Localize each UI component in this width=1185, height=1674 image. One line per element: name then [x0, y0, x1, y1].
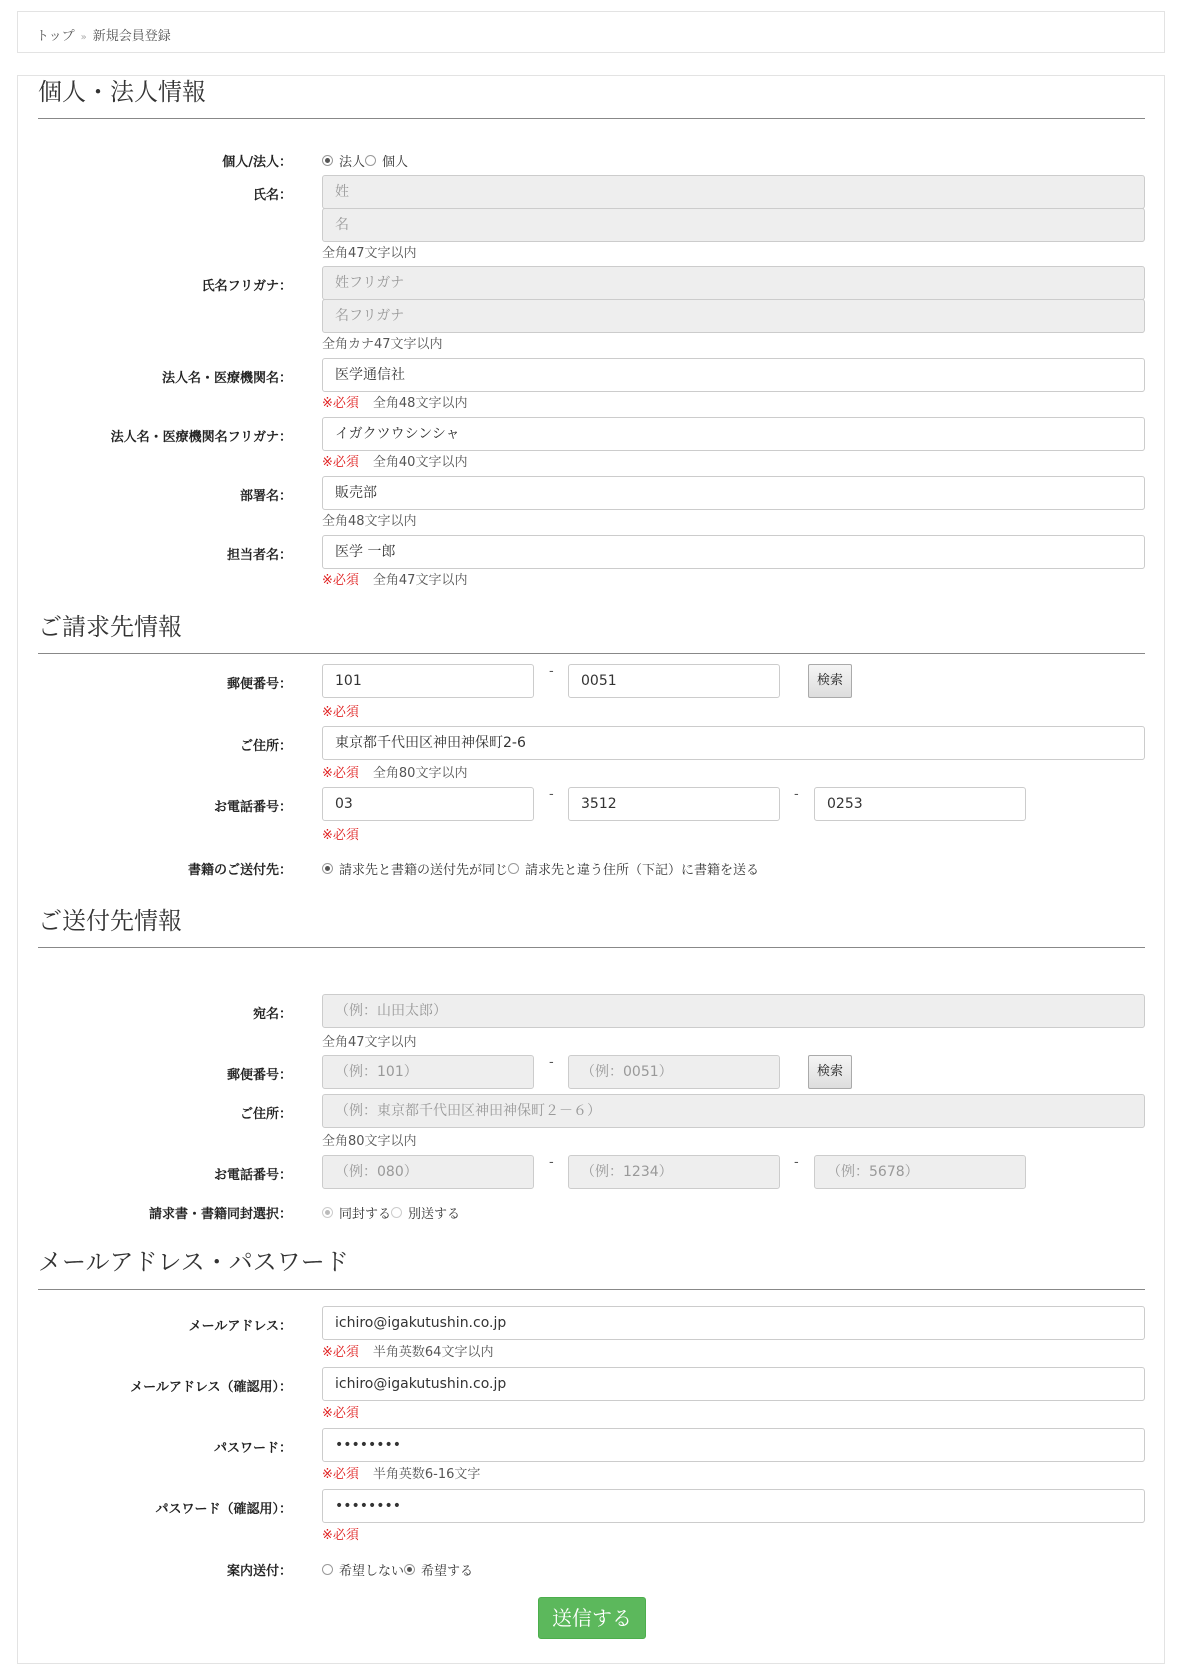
required-mark: ※必須 [322, 396, 359, 411]
section-title-personal: 個人・法人情報 [38, 78, 206, 106]
radio-guide-no[interactable] [322, 1564, 333, 1575]
corp-help-text: 全角48文字以内 [372, 396, 468, 411]
billing-tel1-input[interactable]: 03 [322, 787, 534, 821]
ship-addr-input[interactable]: （例：東京都千代田区神田神保町２－６） [322, 1094, 1145, 1128]
email-help [322, 1341, 493, 1360]
billing-tel2-input[interactable]: 3512 [568, 787, 780, 821]
enclose-label: 請求書・書籍同封選択： [148, 1207, 292, 1222]
radio-guide-no-label[interactable]: 希望しない [339, 1564, 405, 1579]
radio-guide-yes-label[interactable]: 希望する [421, 1564, 474, 1579]
last-name-kana-input[interactable]: 姓フリガナ [322, 266, 1145, 300]
radio-individual[interactable] [365, 155, 376, 166]
person-help-text: 全角47文字以内 [372, 573, 468, 588]
billing-tel-help [322, 824, 373, 843]
section-divider [38, 118, 1145, 119]
required-mark: ※必須 [322, 828, 359, 843]
section-title-shipping: ご送付先情報 [38, 907, 182, 935]
radio-corporate[interactable] [322, 155, 333, 166]
radio-dest-other[interactable] [508, 863, 519, 874]
breadcrumb-separator: » [80, 32, 87, 43]
enclose-radio-group [322, 1203, 460, 1222]
dash: - [549, 1155, 554, 1170]
radio-separate[interactable] [391, 1207, 402, 1218]
radio-separate-label[interactable]: 別送する [408, 1207, 461, 1222]
ship-zip-search-button[interactable]: 検索 [808, 1055, 852, 1089]
password-label: パスワード： [213, 1441, 292, 1456]
billing-zip-help [322, 701, 373, 720]
billing-zip-search-button[interactable]: 検索 [808, 664, 852, 698]
billing-addr-label: ご住所： [239, 739, 292, 754]
billing-tel-label: お電話番号： [213, 800, 292, 815]
last-name-input[interactable]: 姓 [322, 175, 1145, 209]
ship-addr-label: ご住所： [239, 1107, 292, 1122]
corp-kana-label: 法人名・医療機関名フリガナ： [110, 430, 292, 445]
first-name-kana-input[interactable]: 名フリガナ [322, 299, 1145, 333]
submit-button[interactable]: 送信する [538, 1597, 646, 1639]
section-title-billing: ご請求先情報 [38, 613, 182, 641]
password-confirm-help [322, 1524, 373, 1543]
ship-addr-help: 全角80文字以内 [322, 1134, 417, 1149]
breadcrumb-current: 新規会員登録 [92, 29, 171, 44]
dept-label: 部署名： [239, 489, 292, 504]
dash: - [794, 787, 799, 802]
dest-radio-group [322, 859, 759, 878]
section-title-account: メールアドレス・パスワード [38, 1248, 349, 1276]
ship-tel3-input[interactable]: （例：5678） [814, 1155, 1026, 1189]
radio-enclose[interactable] [322, 1207, 333, 1218]
required-mark: ※必須 [322, 766, 359, 781]
section-divider [38, 947, 1145, 948]
ship-name-input[interactable]: （例：山田太郎） [322, 994, 1145, 1028]
billing-zip2-input[interactable]: 0051 [568, 664, 780, 698]
ship-zip2-input[interactable]: （例：0051） [568, 1055, 780, 1089]
corp-kana-input[interactable]: イガクツウシンシャ [322, 417, 1145, 451]
section-divider [38, 653, 1145, 654]
ship-zip1-input[interactable]: （例：101） [322, 1055, 534, 1089]
person-input[interactable]: 医学 一郎 [322, 535, 1145, 569]
dash: - [549, 787, 554, 802]
corp-label: 法人名・医療機関名： [161, 371, 292, 386]
corp-kana-help-text: 全角40文字以内 [372, 455, 468, 470]
corp-name-input[interactable]: 医学通信社 [322, 358, 1145, 392]
dept-help: 全角48文字以内 [322, 514, 417, 529]
first-name-input[interactable]: 名 [322, 208, 1145, 242]
required-mark: ※必須 [322, 1528, 359, 1543]
radio-corporate-label[interactable]: 法人 [339, 155, 366, 170]
required-mark: ※必須 [322, 573, 359, 588]
name-help: 全角47文字以内 [322, 246, 417, 261]
dash: - [549, 1055, 554, 1070]
kana-help: 全角カナ47文字以内 [322, 337, 443, 352]
radio-dest-same[interactable] [322, 863, 333, 874]
required-mark: ※必須 [322, 1345, 359, 1360]
ship-name-label: 宛名： [252, 1007, 292, 1022]
required-mark: ※必須 [322, 1467, 359, 1482]
radio-dest-other-label[interactable]: 請求先と違う住所（下記）に書籍を送る [525, 863, 760, 878]
password-input[interactable]: •••••••• [322, 1428, 1145, 1462]
password-confirm-input[interactable]: •••••••• [322, 1489, 1145, 1523]
billing-addr-input[interactable]: 東京都千代田区神田神保町2-6 [322, 726, 1145, 760]
corp-help [322, 392, 467, 411]
guide-label: 案内送付： [226, 1564, 292, 1579]
email-help-text: 半角英数64文字以内 [372, 1345, 494, 1360]
corp-kana-help [322, 451, 467, 470]
billing-addr-help-text: 全角80文字以内 [372, 766, 468, 781]
type-label: 個人/法人： [222, 155, 292, 170]
ship-zip-label: 郵便番号： [226, 1068, 292, 1083]
ship-tel-label: お電話番号： [213, 1168, 292, 1183]
type-radio-group [322, 151, 408, 170]
ship-tel1-input[interactable]: （例：080） [322, 1155, 534, 1189]
password-help [322, 1463, 480, 1482]
breadcrumb-home-link[interactable]: トップ [36, 29, 75, 44]
radio-enclose-label[interactable]: 同封する [339, 1207, 392, 1222]
required-mark: ※必須 [322, 1406, 359, 1421]
kana-label: 氏名フリガナ： [201, 279, 292, 294]
section-divider [38, 1289, 1145, 1290]
person-label: 担当者名： [226, 548, 292, 563]
email-input[interactable]: ichiro@igakutushin.co.jp [322, 1306, 1145, 1340]
ship-name-help: 全角47文字以内 [322, 1035, 417, 1050]
name-label: 氏名： [252, 188, 292, 203]
dash: - [794, 1155, 799, 1170]
billing-tel3-input[interactable]: 0253 [814, 787, 1026, 821]
dept-input[interactable]: 販売部 [322, 476, 1145, 510]
required-mark: ※必須 [322, 705, 359, 720]
password-confirm-label: パスワード（確認用）： [155, 1502, 292, 1517]
billing-addr-help [322, 762, 467, 781]
person-help [322, 569, 467, 588]
radio-dest-same-label[interactable]: 請求先と書籍の送付先が同じ [339, 863, 509, 878]
billing-zip-label: 郵便番号： [226, 677, 292, 692]
required-mark: ※必須 [322, 455, 359, 470]
password-help-text: 半角英数6-16文字 [372, 1467, 481, 1482]
email-confirm-help [322, 1402, 373, 1421]
email-confirm-label: メールアドレス（確認用）： [130, 1380, 292, 1395]
billing-zip1-input[interactable]: 101 [322, 664, 534, 698]
email-label: メールアドレス： [188, 1319, 292, 1334]
dest-label: 書籍のご送付先： [187, 863, 292, 878]
dash: - [549, 664, 554, 679]
ship-tel2-input[interactable]: （例：1234） [568, 1155, 780, 1189]
breadcrumb [17, 11, 1165, 53]
email-confirm-input[interactable]: ichiro@igakutushin.co.jp [322, 1367, 1145, 1401]
radio-individual-label[interactable]: 個人 [382, 155, 409, 170]
guide-radio-group [322, 1560, 473, 1579]
radio-guide-yes[interactable] [404, 1564, 415, 1575]
